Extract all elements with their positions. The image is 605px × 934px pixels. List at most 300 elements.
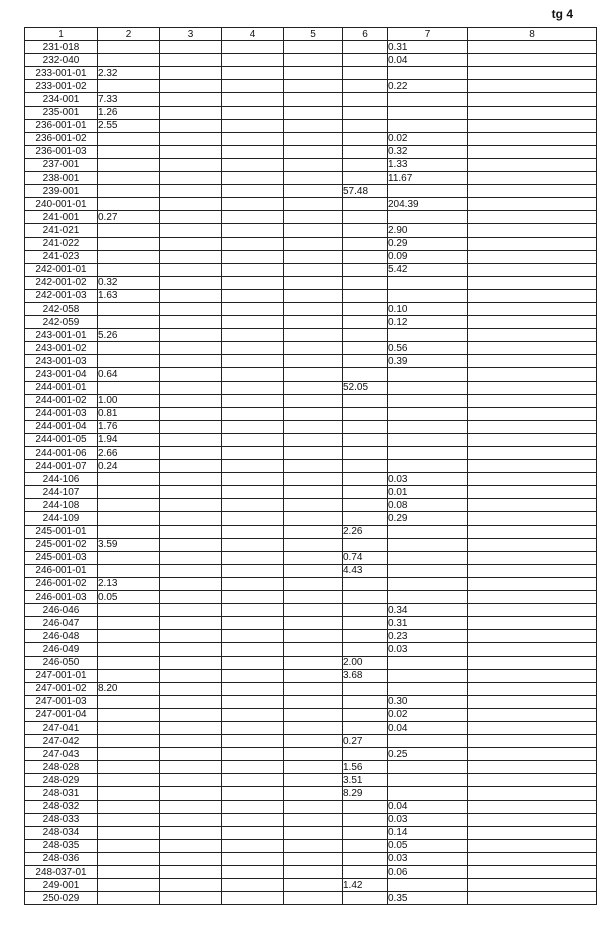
- table-cell-col-5: [284, 355, 343, 368]
- table-cell-col-6: [343, 866, 388, 879]
- table-cell-col-7: 0.02: [388, 132, 468, 145]
- table-cell-col-6: [343, 289, 388, 302]
- table-cell-col-1: 244-001-03: [25, 407, 98, 420]
- table-cell-col-2: 2.55: [98, 119, 160, 132]
- table-cell-col-2: [98, 735, 160, 748]
- table-cell-col-7: [388, 774, 468, 787]
- table-cell-col-7: [388, 106, 468, 119]
- table-cell-col-8: [468, 708, 597, 721]
- table-row: [25, 329, 597, 342]
- table-cell-col-4: [222, 447, 284, 460]
- table-cell-col-4: [222, 211, 284, 224]
- table-cell-col-7: 0.09: [388, 250, 468, 263]
- table-cell-col-8: [468, 525, 597, 538]
- table-row: [25, 276, 597, 289]
- table-cell-col-2: 7.33: [98, 93, 160, 106]
- table-cell-col-1: 241-022: [25, 237, 98, 250]
- table-cell-col-6: [343, 538, 388, 551]
- table-row: [25, 538, 597, 551]
- table-cell-col-4: [222, 41, 284, 54]
- table-cell-col-3: [160, 433, 222, 446]
- table-cell-col-8: [468, 486, 597, 499]
- table-cell-col-1: 247-001-02: [25, 682, 98, 695]
- table-cell-col-3: [160, 499, 222, 512]
- table-cell-col-2: [98, 54, 160, 67]
- table-cell-col-2: 1.76: [98, 420, 160, 433]
- table-row: [25, 708, 597, 721]
- table-cell-col-4: [222, 577, 284, 590]
- table-row: [25, 158, 597, 171]
- table-cell-col-1: 242-059: [25, 316, 98, 329]
- table-row: [25, 564, 597, 577]
- table-cell-col-2: [98, 721, 160, 734]
- table-cell-col-4: [222, 787, 284, 800]
- table-cell-col-7: 0.03: [388, 473, 468, 486]
- column-header-3: 3: [160, 28, 222, 41]
- table-cell-col-5: [284, 643, 343, 656]
- table-cell-col-4: [222, 708, 284, 721]
- table-cell-col-4: [222, 879, 284, 892]
- table-cell-col-1: 241-023: [25, 250, 98, 263]
- table-cell-col-6: [343, 93, 388, 106]
- table-cell-col-5: [284, 420, 343, 433]
- table-cell-col-7: 0.08: [388, 499, 468, 512]
- column-header-7: 7: [388, 28, 468, 41]
- table-cell-col-1: 247-001-01: [25, 669, 98, 682]
- table-cell-col-8: [468, 145, 597, 158]
- table-cell-col-6: [343, 329, 388, 342]
- table-cell-col-2: [98, 381, 160, 394]
- table-cell-col-3: [160, 656, 222, 669]
- table-cell-col-5: [284, 486, 343, 499]
- table-cell-col-4: [222, 420, 284, 433]
- table-cell-col-6: [343, 708, 388, 721]
- table-cell-col-3: [160, 381, 222, 394]
- table-cell-col-3: [160, 852, 222, 865]
- table-cell-col-8: [468, 800, 597, 813]
- table-cell-col-6: [343, 433, 388, 446]
- table-cell-col-3: [160, 630, 222, 643]
- table-cell-col-5: [284, 368, 343, 381]
- table-cell-col-3: [160, 604, 222, 617]
- table-cell-col-7: [388, 433, 468, 446]
- table-cell-col-3: [160, 329, 222, 342]
- table-cell-col-7: 0.30: [388, 695, 468, 708]
- table-cell-col-1: 234-001: [25, 93, 98, 106]
- table-cell-col-1: 244-001-06: [25, 447, 98, 460]
- table-cell-col-5: [284, 329, 343, 342]
- table-cell-col-6: [343, 172, 388, 185]
- table-cell-col-5: [284, 564, 343, 577]
- table-cell-col-1: 242-058: [25, 302, 98, 315]
- table-cell-col-7: 0.04: [388, 800, 468, 813]
- table-cell-col-2: [98, 892, 160, 905]
- table-cell-col-6: 2.00: [343, 656, 388, 669]
- table-cell-col-1: 245-001-01: [25, 525, 98, 538]
- table-cell-col-6: [343, 577, 388, 590]
- table-cell-col-7: [388, 119, 468, 132]
- table-cell-col-6: [343, 748, 388, 761]
- table-cell-col-7: 0.01: [388, 486, 468, 499]
- table-cell-col-7: 0.05: [388, 839, 468, 852]
- table-cell-col-5: [284, 826, 343, 839]
- table-cell-col-5: [284, 604, 343, 617]
- table-cell-col-3: [160, 54, 222, 67]
- table-cell-col-8: [468, 879, 597, 892]
- table-cell-col-7: [388, 67, 468, 80]
- table-cell-col-8: [468, 381, 597, 394]
- table-cell-col-7: 0.03: [388, 813, 468, 826]
- table-cell-col-3: [160, 617, 222, 630]
- table-cell-col-2: 2.32: [98, 67, 160, 80]
- table-cell-col-7: [388, 447, 468, 460]
- table-cell-col-4: [222, 512, 284, 525]
- table-cell-col-7: [388, 525, 468, 538]
- table-row: [25, 604, 597, 617]
- table-cell-col-3: [160, 106, 222, 119]
- table-cell-col-3: [160, 158, 222, 171]
- table-cell-col-5: [284, 433, 343, 446]
- table-cell-col-3: [160, 93, 222, 106]
- table-cell-col-3: [160, 420, 222, 433]
- table-cell-col-6: 57.48: [343, 185, 388, 198]
- table-cell-col-5: [284, 512, 343, 525]
- table-cell-col-3: [160, 355, 222, 368]
- table-cell-col-6: [343, 224, 388, 237]
- table-cell-col-3: [160, 263, 222, 276]
- table-cell-col-2: [98, 158, 160, 171]
- table-cell-col-3: [160, 368, 222, 381]
- table-cell-col-2: [98, 695, 160, 708]
- table-cell-col-6: [343, 407, 388, 420]
- table-cell-col-4: [222, 538, 284, 551]
- table-cell-col-5: [284, 761, 343, 774]
- table-cell-col-2: [98, 302, 160, 315]
- table-cell-col-6: [343, 342, 388, 355]
- table-cell-col-7: [388, 407, 468, 420]
- table-row: [25, 735, 597, 748]
- table-cell-col-2: [98, 512, 160, 525]
- table-cell-col-2: [98, 224, 160, 237]
- table-cell-col-1: 248-036: [25, 852, 98, 865]
- table-cell-col-7: [388, 682, 468, 695]
- table-cell-col-3: [160, 447, 222, 460]
- table-row: [25, 41, 597, 54]
- table-row: [25, 289, 597, 302]
- table-cell-col-6: [343, 826, 388, 839]
- table-cell-col-5: [284, 721, 343, 734]
- table-cell-col-5: [284, 381, 343, 394]
- table-cell-col-5: [284, 839, 343, 852]
- column-header-6: 6: [343, 28, 388, 41]
- table-cell-col-4: [222, 486, 284, 499]
- table-cell-col-1: 246-001-02: [25, 577, 98, 590]
- table-cell-col-1: 243-001-02: [25, 342, 98, 355]
- table-cell-col-7: [388, 669, 468, 682]
- table-cell-col-4: [222, 525, 284, 538]
- table-row: [25, 381, 597, 394]
- table-row: [25, 316, 597, 329]
- table-cell-col-8: [468, 748, 597, 761]
- table-cell-col-3: [160, 250, 222, 263]
- table-cell-col-4: [222, 250, 284, 263]
- table-cell-col-2: 0.05: [98, 591, 160, 604]
- table-cell-col-8: [468, 591, 597, 604]
- table-cell-col-2: 3.59: [98, 538, 160, 551]
- table-cell-col-6: [343, 368, 388, 381]
- table-cell-col-1: 249-001: [25, 879, 98, 892]
- table-row: [25, 106, 597, 119]
- table-row: [25, 852, 597, 865]
- table-cell-col-2: [98, 604, 160, 617]
- table-cell-col-8: [468, 433, 597, 446]
- table-cell-col-1: 236-001-03: [25, 145, 98, 158]
- table-cell-col-6: [343, 80, 388, 93]
- table-cell-col-1: 248-033: [25, 813, 98, 826]
- table-cell-col-7: [388, 381, 468, 394]
- table-row: [25, 67, 597, 80]
- table-cell-col-1: 248-035: [25, 839, 98, 852]
- table-cell-col-8: [468, 119, 597, 132]
- table-cell-col-7: [388, 577, 468, 590]
- table-cell-col-3: [160, 80, 222, 93]
- table-cell-col-8: [468, 407, 597, 420]
- table-cell-col-6: [343, 800, 388, 813]
- table-cell-col-1: 233-001-02: [25, 80, 98, 93]
- table-cell-col-3: [160, 879, 222, 892]
- table-cell-col-5: [284, 302, 343, 315]
- table-cell-col-3: [160, 342, 222, 355]
- table-cell-col-8: [468, 499, 597, 512]
- table-cell-col-1: 239-001: [25, 185, 98, 198]
- table-row: [25, 669, 597, 682]
- table-row: [25, 721, 597, 734]
- table-cell-col-6: [343, 682, 388, 695]
- table-cell-col-6: [343, 158, 388, 171]
- table-cell-col-7: [388, 879, 468, 892]
- table-cell-col-2: [98, 250, 160, 263]
- table-cell-col-3: [160, 866, 222, 879]
- table-cell-col-6: [343, 695, 388, 708]
- table-row: [25, 695, 597, 708]
- table-row: [25, 656, 597, 669]
- table-cell-col-1: 244-109: [25, 512, 98, 525]
- table-cell-col-6: [343, 394, 388, 407]
- table-cell-col-6: [343, 813, 388, 826]
- table-cell-col-1: 247-042: [25, 735, 98, 748]
- table-row: [25, 813, 597, 826]
- table-cell-col-7: 0.02: [388, 708, 468, 721]
- table-cell-col-5: [284, 577, 343, 590]
- table-cell-col-5: [284, 879, 343, 892]
- table-cell-col-6: [343, 250, 388, 263]
- table-cell-col-4: [222, 106, 284, 119]
- table-cell-col-3: [160, 748, 222, 761]
- table-cell-col-4: [222, 433, 284, 446]
- table-cell-col-8: [468, 158, 597, 171]
- table-cell-col-8: [468, 276, 597, 289]
- table-row: [25, 368, 597, 381]
- table-cell-col-1: 243-001-01: [25, 329, 98, 342]
- table-cell-col-2: [98, 564, 160, 577]
- table-cell-col-3: [160, 172, 222, 185]
- table-cell-col-5: [284, 106, 343, 119]
- table-cell-col-6: [343, 591, 388, 604]
- table-cell-col-8: [468, 342, 597, 355]
- table-row: [25, 237, 597, 250]
- table-cell-col-5: [284, 813, 343, 826]
- table-cell-col-4: [222, 342, 284, 355]
- table-cell-col-7: [388, 211, 468, 224]
- table-cell-col-5: [284, 342, 343, 355]
- table-cell-col-4: [222, 158, 284, 171]
- table-cell-col-2: [98, 813, 160, 826]
- table-cell-col-1: 242-001-02: [25, 276, 98, 289]
- table-cell-col-5: [284, 158, 343, 171]
- table-cell-col-8: [468, 368, 597, 381]
- table-cell-col-4: [222, 224, 284, 237]
- table-cell-col-5: [284, 289, 343, 302]
- table-cell-col-5: [284, 211, 343, 224]
- table-cell-col-6: [343, 499, 388, 512]
- table-cell-col-3: [160, 185, 222, 198]
- table-cell-col-8: [468, 106, 597, 119]
- table-cell-col-7: [388, 591, 468, 604]
- table-cell-col-4: [222, 656, 284, 669]
- table-cell-col-8: [468, 316, 597, 329]
- table-cell-col-1: 235-001: [25, 106, 98, 119]
- table-cell-col-1: 246-047: [25, 617, 98, 630]
- table-row: [25, 433, 597, 446]
- column-header-5: 5: [284, 28, 343, 41]
- table-cell-col-7: 0.14: [388, 826, 468, 839]
- table-cell-col-7: [388, 185, 468, 198]
- table-cell-col-5: [284, 866, 343, 879]
- table-cell-col-4: [222, 132, 284, 145]
- table-cell-col-3: [160, 460, 222, 473]
- table-cell-col-5: [284, 185, 343, 198]
- table-cell-col-5: [284, 852, 343, 865]
- table-cell-col-3: [160, 302, 222, 315]
- table-cell-col-4: [222, 355, 284, 368]
- table-cell-col-8: [468, 263, 597, 276]
- table-cell-col-1: 236-001-01: [25, 119, 98, 132]
- table-cell-col-8: [468, 656, 597, 669]
- table-cell-col-1: 242-001-03: [25, 289, 98, 302]
- table-cell-col-4: [222, 93, 284, 106]
- table-cell-col-7: 1.33: [388, 158, 468, 171]
- table-cell-col-3: [160, 577, 222, 590]
- table-cell-col-2: [98, 263, 160, 276]
- table-cell-col-1: 247-041: [25, 721, 98, 734]
- table-cell-col-7: [388, 735, 468, 748]
- table-row: [25, 800, 597, 813]
- table-cell-col-3: [160, 224, 222, 237]
- table-cell-col-5: [284, 669, 343, 682]
- table-cell-col-6: 8.29: [343, 787, 388, 800]
- table-cell-col-3: [160, 407, 222, 420]
- table-cell-col-1: 248-032: [25, 800, 98, 813]
- table-cell-col-5: [284, 80, 343, 93]
- table-cell-col-2: [98, 486, 160, 499]
- table-cell-col-6: 1.42: [343, 879, 388, 892]
- table-cell-col-6: [343, 198, 388, 211]
- table-cell-col-2: 1.00: [98, 394, 160, 407]
- table-cell-col-7: 0.56: [388, 342, 468, 355]
- table-cell-col-1: 246-048: [25, 630, 98, 643]
- table-row: [25, 224, 597, 237]
- table-cell-col-4: [222, 289, 284, 302]
- table-row: [25, 420, 597, 433]
- table-cell-col-2: [98, 185, 160, 198]
- table-cell-col-1: 244-001-04: [25, 420, 98, 433]
- table-cell-col-6: [343, 276, 388, 289]
- table-cell-col-4: [222, 866, 284, 879]
- table-cell-col-7: [388, 394, 468, 407]
- table-cell-col-4: [222, 407, 284, 420]
- table-cell-col-8: [468, 643, 597, 656]
- table-cell-col-2: [98, 669, 160, 682]
- table-cell-col-4: [222, 591, 284, 604]
- table-cell-col-3: [160, 735, 222, 748]
- table-cell-col-6: [343, 302, 388, 315]
- table-cell-col-7: 0.31: [388, 617, 468, 630]
- table-cell-col-8: [468, 250, 597, 263]
- table-row: [25, 839, 597, 852]
- table-cell-col-3: [160, 591, 222, 604]
- table-row: [25, 54, 597, 67]
- table-row: [25, 486, 597, 499]
- table-cell-col-3: [160, 682, 222, 695]
- table-cell-col-8: [468, 852, 597, 865]
- table-cell-col-3: [160, 237, 222, 250]
- table-cell-col-7: 0.10: [388, 302, 468, 315]
- table-cell-col-8: [468, 302, 597, 315]
- table-cell-col-2: [98, 41, 160, 54]
- table-row: [25, 591, 597, 604]
- table-row: [25, 630, 597, 643]
- table-cell-col-7: [388, 276, 468, 289]
- table-cell-col-6: [343, 852, 388, 865]
- table-cell-col-1: 245-001-02: [25, 538, 98, 551]
- column-header-1: 1: [25, 28, 98, 41]
- table-cell-col-2: 8.20: [98, 682, 160, 695]
- table-cell-col-4: [222, 198, 284, 211]
- table-cell-col-2: [98, 473, 160, 486]
- table-cell-col-5: [284, 735, 343, 748]
- table-cell-col-5: [284, 67, 343, 80]
- table-row: [25, 198, 597, 211]
- table-cell-col-6: 0.27: [343, 735, 388, 748]
- table-cell-col-1: 231-018: [25, 41, 98, 54]
- table-cell-col-8: [468, 132, 597, 145]
- table-cell-col-8: [468, 839, 597, 852]
- column-header-2: 2: [98, 28, 160, 41]
- table-cell-col-7: 0.25: [388, 748, 468, 761]
- table-cell-col-8: [468, 237, 597, 250]
- table-cell-col-6: 2.26: [343, 525, 388, 538]
- table-cell-col-5: [284, 237, 343, 250]
- data-table: [24, 27, 597, 905]
- table-cell-col-7: 0.03: [388, 643, 468, 656]
- table-cell-col-7: 0.23: [388, 630, 468, 643]
- table-cell-col-8: [468, 460, 597, 473]
- table-cell-col-6: [343, 211, 388, 224]
- table-cell-col-7: 0.03: [388, 852, 468, 865]
- table-cell-col-8: [468, 577, 597, 590]
- table-cell-col-8: [468, 564, 597, 577]
- table-cell-col-1: 244-106: [25, 473, 98, 486]
